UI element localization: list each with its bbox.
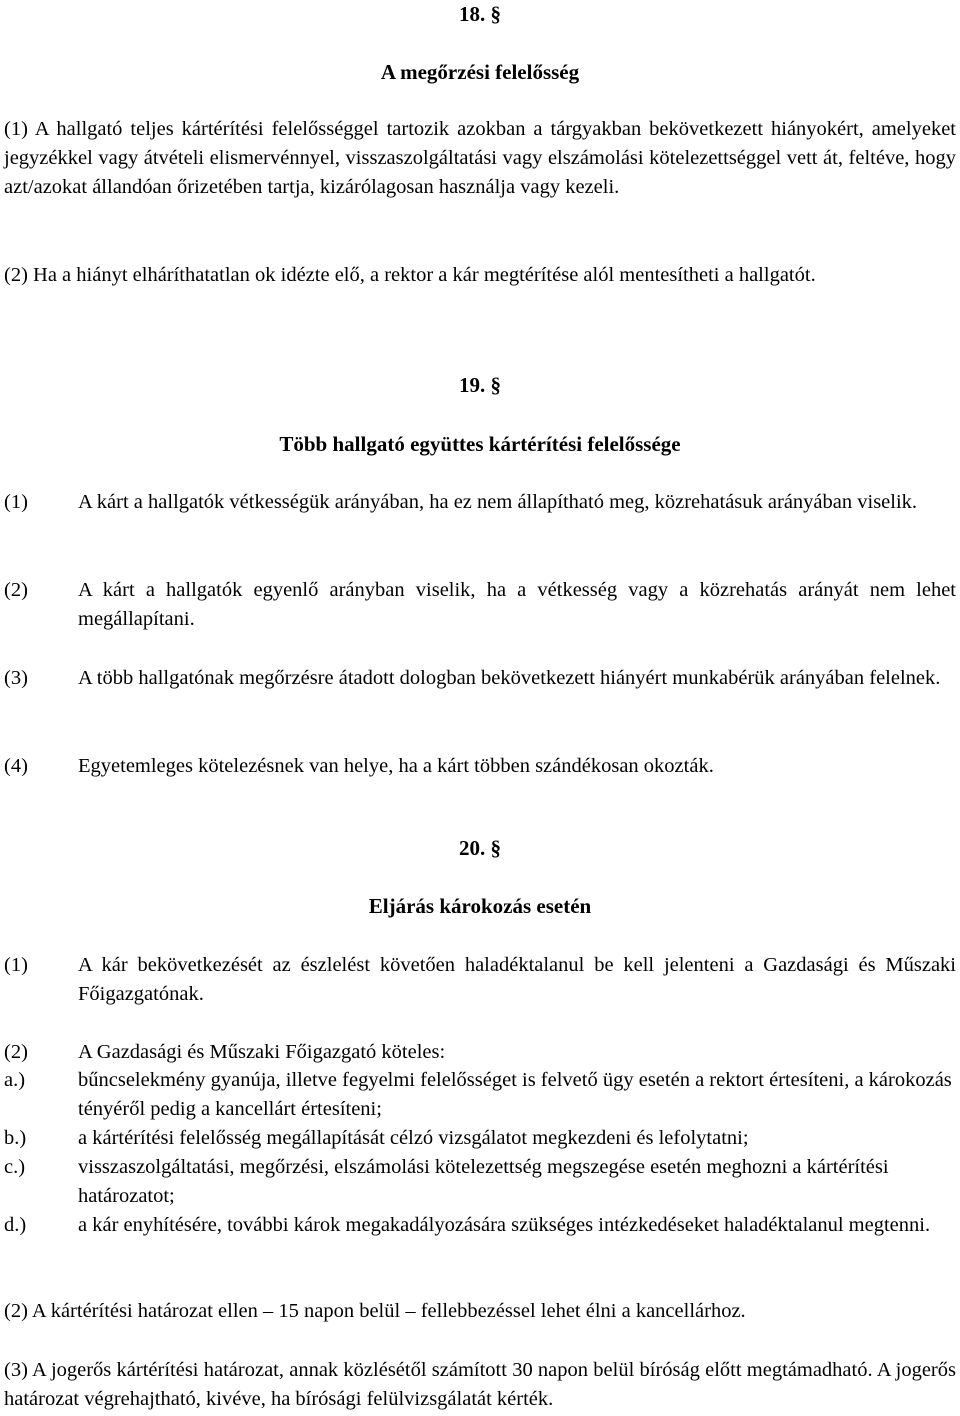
section-20-paragraph-4: (3) A jogerős kártérítési határozat, annak közlésétől számított 30 napon belül bíróság előtt megtámadható. A jogerős határozat végrehajtható, kivéve, ha bírósági felülvizsgálatát kérték. <box>4 1359 956 1410</box>
section-19-item-4: (4) Egyetemleges kötelezésnek van helye, ha a kárt többen szándékosan okozták. <box>4 755 714 777</box>
section-20-paragraph-1: (1) A kár bekövetkezését az észlelést követően haladéktalanul be kell jelenteni a Gazdasági és Műszaki Főigazgatónak. <box>4 954 956 1005</box>
section-18-paragraph-1: (1) A hallgató teljes kártérítési felelősséggel tartozik azokban a tárgyakban bekövetkezett hiányokért, amelyeket jegyzékkel vagy átvételi elismervénnyel, visszaszolgáltatási vagy elszámolási kötelezettséggel vett át, feltéve, hogy azt/azokat állandóan őrizetében tartja, kizárólagosan használja vagy kezeli. <box>4 118 956 198</box>
section-sign-icon: § <box>490 373 501 397</box>
section-19-title: Több hallgató együttes kártérítési felelőssége <box>279 432 681 456</box>
section-20-paragraph-2: (2) A Gazdasági és Műszaki Főigazgató köteles: <box>4 1041 446 1063</box>
list-item: d.) a kár enyhítésére, további károk megakadályozására szükséges intézkedéseket haladéktalanul megtenni. <box>4 1214 931 1236</box>
section-19-item-2: (2) A kárt a hallgatók egyenlő arányban viselik, ha a vétkesség vagy a közrehatás arányát nem lehet megállapítani. <box>4 579 956 630</box>
list-item: a.) bűncselekmény gyanúja, illetve fegyelmi felelősséget is felvető ügy esetén a rektort értesíteni, a károkozás tényéről pedig a kancellárt értesíteni; <box>4 1069 952 1120</box>
section-18-title: A megőrzési felelősség <box>380 60 580 84</box>
section-sign-icon: § <box>490 836 501 860</box>
section-20-number: 20. § <box>459 836 501 860</box>
section-19-item-3: (3) A több hallgatónak megőrzésre átadott dologban bekövetkezett hiányért munkabérük arányában felelnek. <box>4 667 941 689</box>
section-18-number: 18. § <box>459 2 501 26</box>
section-20-paragraph-3: (2) A kártérítési határozat ellen – 15 napon belül – fellebbezéssel lehet élni a kancellárhoz. <box>4 1300 746 1322</box>
section-19-item-1: (1) A kárt a hallgatók vétkességük arányában, ha ez nem állapítható meg, közrehatásuk arányában viselik. <box>4 491 918 513</box>
section-sign-icon: § <box>490 2 501 26</box>
section-20-title: Eljárás károkozás esetén <box>368 894 592 918</box>
section-18-paragraph-2: (2) Ha a hiányt elháríthatatlan ok idézte elő, a rektor a kár megtérítése alól mentesítheti a hallgatót. <box>4 264 816 286</box>
section-20-list <box>4 1066 956 1240</box>
list-item: b.) a kártérítési felelősség megállapítását célzó vizsgálatot megkezdeni és lefolytatni; <box>4 1127 749 1149</box>
list-item: c.) visszaszolgáltatási, megőrzési, elszámolási kötelezettség megszegése esetén meghozni a kártérítési határozatot; <box>4 1156 889 1207</box>
section-19-number: 19. § <box>459 373 501 397</box>
